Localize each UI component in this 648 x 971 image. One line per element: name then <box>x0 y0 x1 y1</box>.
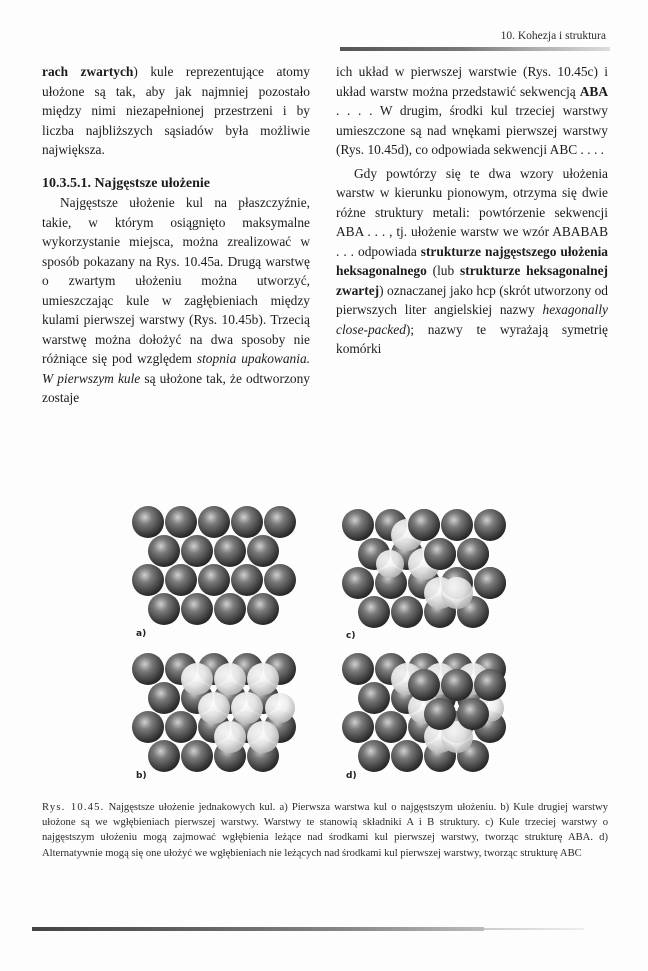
paragraph-structures <box>336 164 608 359</box>
panel-label-c: c) <box>346 631 356 641</box>
panel-b <box>130 645 320 795</box>
bold-term: ABA <box>579 83 608 99</box>
footer-rule-faint <box>484 928 584 930</box>
footer-rule <box>32 927 484 931</box>
right-column <box>336 62 608 359</box>
text: ) kule reprezentujące atomy ułożone są tak, aby jak najmniej pozostało między nimi niezapełnionej przestrzeni i by liczba najbliższych sąsiadów była możliwie największa. <box>42 64 310 157</box>
italic-term: hexagonally close-packed <box>336 302 608 337</box>
text: (lub <box>426 263 461 278</box>
bold-term: strukturze heksagonalnej zwartej <box>336 263 608 298</box>
paragraph-sequence <box>336 62 608 160</box>
text: Gdy powtórzy się te dwa wzory ułożenia warstw w kierunku pionowym, otrzyma się dwie różne struktury metali: powtórzenie sekwencji ABA . . . , tj. ułożenie warstw we wzór ABABAB . . . odpowiada <box>336 165 608 259</box>
text: ich układ w pierwszej warstwie (Rys. 10.45c) i układ warstw można przedstawić sekwencją <box>336 64 608 99</box>
caption-label: Rys. 10.45. <box>42 802 105 813</box>
panel-c <box>330 495 520 645</box>
spheres-layer-c <box>330 495 520 645</box>
paragraph-closest-packing <box>42 193 310 408</box>
spheres-layer-a <box>130 495 320 645</box>
text: Najgęstsze ułożenie kul na płaszczyźnie, takie, w którym osiągnięto maksymalne wykorzystanie miejsca, można zrealizować w sposób pokazany na Rys. 10.45a. Drugą warstwę o zwartym ułożeniu można utworzyć, umieszczając kule w zagłębieniach między kulami pierwszej warstwy (Rys. 10.45b). Trzecią warstwę można dołożyć na dwa sposoby nie różniące się pod względem <box>42 195 310 366</box>
text: ); nazwy te wyrażają symetrię komórki <box>336 321 608 356</box>
header-rule <box>340 47 610 51</box>
running-head: 10. Kohezja i struktura <box>500 30 606 42</box>
panel-d <box>330 645 520 795</box>
figure-close-packing <box>130 495 530 795</box>
spheres-layer-d <box>330 645 520 795</box>
section-heading: 10.3.5.1. Najgęstsze ułożenie <box>42 175 210 191</box>
paragraph-intro <box>42 62 310 160</box>
italic-term: stopnia upakowania. W pierwszym kule <box>42 351 311 386</box>
panel-label-b: b) <box>136 771 147 781</box>
bold-term: strukturze najgęstszego ułożenia heksagonalnego <box>336 243 608 278</box>
figure-caption <box>42 800 608 861</box>
panel-a <box>130 495 320 645</box>
bold-term: rach zwartych <box>42 64 134 79</box>
left-column <box>42 62 310 408</box>
panel-label-a: a) <box>136 629 147 639</box>
text: . . . . W drugim, środki kul trzeciej warstwy umieszczone są nad wnękami pierwszej warstwy (Rys. 10.45d), co odpowiada sekwencji ABC . . . . <box>336 103 608 157</box>
caption-text: Najgęstsze ułożenie jednakowych kul. a) Pierwsza warstwa kul o najgęstszym ułożeniu. b) Kule drugiej warstwy ułożone są we wgłębieniach pierwszej warstwy. Warstwy te stanowią składniki A i B struktury. c) Kule trzeciej warstwy o najgęstszym ułożeniu mogą zajmować wgłębienia leżące nad środkami kul pierwszej warstwy, tworząc strukturę ABA. d) Alternatywnie mogą się one ułożyć we wgłębieniach nie leżących nad środkami kul pierwszej warstwy, tworząc strukturę ABC <box>42 802 608 859</box>
text: ) oznaczanej jako hcp (skrót utworzony od pierwszych liter angielskiej nazwy <box>336 282 608 317</box>
spheres-layer-b <box>130 645 320 795</box>
panel-label-d: d) <box>346 771 357 781</box>
text: są ułożone tak, że odtworzony zostaje <box>42 370 310 405</box>
